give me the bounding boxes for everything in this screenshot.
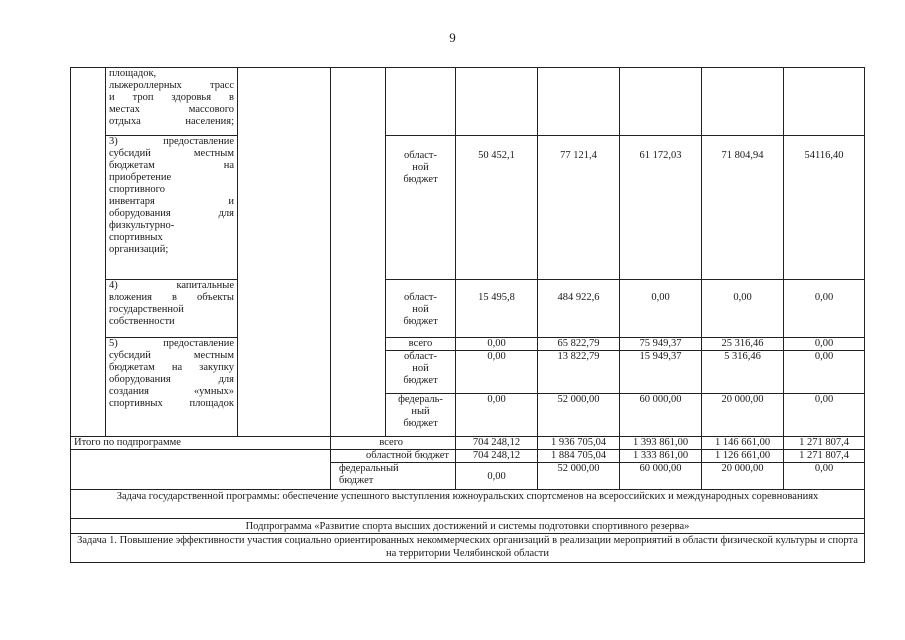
- measure-line: субсидий местным: [109, 148, 234, 159]
- value-cell: 0,00: [620, 280, 702, 338]
- value-cell: 0,00: [702, 280, 784, 338]
- value-cell: [538, 68, 620, 136]
- measure-text-cell: [106, 338, 238, 437]
- value-cell: 1 884 705,04: [538, 450, 620, 463]
- value-cell: 0,00: [784, 463, 865, 490]
- measure-line: организаций;: [109, 244, 169, 255]
- measure-line: 4) капитальные: [109, 280, 234, 291]
- fund-line: бюджет: [403, 316, 438, 327]
- value-cell: 0,00: [784, 394, 865, 437]
- fund-cell: [386, 338, 456, 351]
- program-task-banner: Задача государственной программы: обеспечение успешного выступления южноуральских спортсменов на всероссийских и международных соревнованиях: [71, 490, 865, 519]
- fund-cell: [386, 68, 456, 136]
- value-cell: 71 804,94: [702, 136, 784, 280]
- value-cell: 1 126 661,00: [702, 450, 784, 463]
- blank-cell: [71, 450, 331, 463]
- fund-line: област-: [404, 351, 437, 362]
- measure-line: инвентаря и: [109, 196, 234, 207]
- value-cell: 1 146 661,00: [702, 437, 784, 450]
- measure-line: физкультурно-: [109, 220, 175, 231]
- total-row: [71, 463, 865, 490]
- value-cell: 13 822,79: [538, 351, 620, 394]
- measure-text-cell: [106, 136, 238, 280]
- fund-cell: [386, 351, 456, 394]
- measure-line: бюджетам на закупку: [109, 362, 234, 373]
- value-cell: 20 000,00: [702, 394, 784, 437]
- budget-table: [70, 67, 865, 563]
- value-cell: 15 949,37: [620, 351, 702, 394]
- value-cell: 1 936 705,04: [538, 437, 620, 450]
- measure-line: лыжероллерных трасс: [109, 80, 234, 91]
- table-row: [71, 280, 865, 338]
- measure-line: государственной: [109, 304, 184, 315]
- measure-text-cell: [106, 280, 238, 338]
- value-cell: 484 922,6: [538, 280, 620, 338]
- value-cell: 25 316,46: [702, 338, 784, 351]
- value-cell: 704 248,12: [456, 450, 538, 463]
- value-cell: 75 949,37: [620, 338, 702, 351]
- value-cell: 60 000,00: [620, 463, 702, 490]
- measure-line: 3) предоставление: [109, 136, 234, 147]
- measure-line: оборудования для: [109, 208, 234, 219]
- fund-cell: федеральный бюджет: [331, 463, 456, 490]
- measure-line: площадок,: [109, 68, 157, 79]
- total-row: [71, 437, 865, 450]
- measure-line: создания «умных»: [109, 386, 234, 397]
- value-cell: 0,00: [456, 394, 538, 437]
- banner-row: [71, 519, 865, 534]
- fund-line: ной: [412, 304, 429, 315]
- total-label: Итого по подпрограмме: [71, 437, 331, 450]
- value-cell: 0,00: [456, 338, 538, 351]
- blank-cell: [71, 463, 331, 490]
- value-cell: 1 271 807,4: [784, 450, 865, 463]
- table-row: [71, 338, 865, 351]
- fund-line: бюджет: [403, 174, 438, 185]
- value-cell: 0,00: [456, 351, 538, 394]
- measure-line: местах массового: [109, 104, 234, 115]
- fund-line: федераль-: [398, 394, 443, 405]
- total-row: [71, 450, 865, 463]
- value-cell: 60 000,00: [620, 394, 702, 437]
- fund-cell: [386, 136, 456, 280]
- fund-cell: [386, 280, 456, 338]
- index-cell: [71, 68, 106, 437]
- measure-text-cell: [106, 68, 238, 136]
- fund-cell: [386, 394, 456, 437]
- page-number: 9: [449, 30, 456, 45]
- measure-line: оборудования для: [109, 374, 234, 385]
- executor-cell: [238, 68, 331, 437]
- measure-line: субсидий местным: [109, 350, 234, 361]
- budget-table-sheet: [70, 67, 864, 563]
- value-cell: 61 172,03: [620, 136, 702, 280]
- value-cell: 1 271 807,4: [784, 437, 865, 450]
- fund-line: област-: [404, 292, 437, 303]
- measure-line: отдыха населения;: [109, 116, 234, 127]
- measure-line: и троп здоровья в: [109, 92, 234, 103]
- value-cell: 15 495,8: [456, 280, 538, 338]
- value-cell: 5 316,46: [702, 351, 784, 394]
- value-cell: 1 333 861,00: [620, 450, 702, 463]
- value-cell: 50 452,1: [456, 136, 538, 280]
- fund-cell: областной бюджет: [331, 450, 456, 463]
- value-cell: 52 000,00: [538, 394, 620, 437]
- value-cell: 1 393 861,00: [620, 437, 702, 450]
- fund-line: ной: [412, 363, 429, 374]
- value-cell: 20 000,00: [702, 463, 784, 490]
- measure-line: бюджетам на: [109, 160, 234, 171]
- value-cell: [702, 68, 784, 136]
- value-cell: 77 121,4: [538, 136, 620, 280]
- fund-line: ной: [412, 162, 429, 173]
- table-row: [71, 68, 865, 136]
- measure-line: спортивных площадок: [109, 398, 234, 409]
- banner-row: [71, 490, 865, 519]
- fund-line: област-: [404, 150, 437, 161]
- value-cell: [456, 68, 538, 136]
- fund-line: всего: [408, 338, 433, 349]
- table-row: [71, 136, 865, 280]
- measure-line: приобретение: [109, 172, 172, 183]
- fund-line: бюджет: [403, 375, 438, 386]
- period-cell: [331, 68, 386, 437]
- measure-line: собственности: [109, 316, 175, 327]
- value-cell: 52 000,00: [538, 463, 620, 490]
- value-cell: [784, 68, 865, 136]
- banner-row: [71, 534, 865, 563]
- measure-line: вложения в объекты: [109, 292, 234, 303]
- subprogram-banner: Подпрограмма «Развитие спорта высших достижений и системы подготовки спортивного резерва»: [71, 519, 865, 534]
- fund-line: бюджет: [403, 418, 438, 429]
- task1-banner: Задача 1. Повышение эффективности участия социально ориентированных некоммерческих организаций в реализации мероприятий в области физической культуры и спорта на территории Челябинской области: [71, 534, 865, 563]
- measure-line: спортивных: [109, 232, 163, 243]
- value-cell: 0,00: [456, 463, 538, 490]
- value-cell: 704 248,12: [456, 437, 538, 450]
- value-cell: 0,00: [784, 338, 865, 351]
- value-cell: 0,00: [784, 280, 865, 338]
- value-cell: 54116,40: [784, 136, 865, 280]
- value-cell: 65 822,79: [538, 338, 620, 351]
- measure-line: спортивного: [109, 184, 165, 195]
- fund-cell: всего: [331, 437, 456, 450]
- value-cell: 0,00: [784, 351, 865, 394]
- measure-line: 5) предоставление: [109, 338, 234, 349]
- value-cell: [620, 68, 702, 136]
- fund-line: ный: [411, 406, 430, 417]
